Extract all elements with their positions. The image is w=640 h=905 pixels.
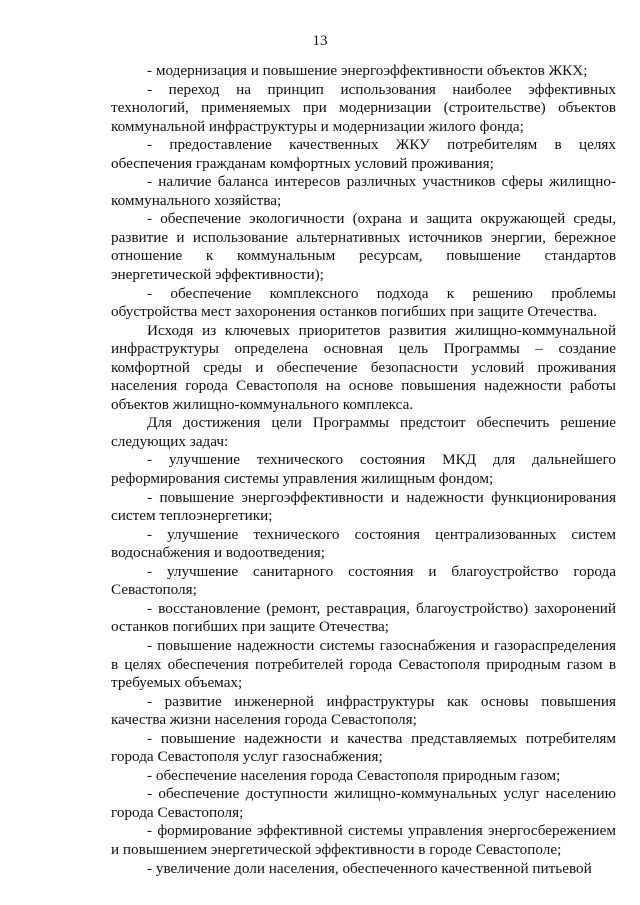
list-item-efficient-technologies: - переход на принцип использования наиболее эффективных технологий, применяемых при модернизации (строительстве) объектов коммунальной инфраструктуры и модернизации жилого фонда; — [111, 80, 616, 135]
page-number: 13 — [312, 33, 328, 49]
task-item-water-systems: - улучшение технического состояния централизованных систем водоснабжения и водоотведения; — [111, 525, 616, 562]
list-item-ecology: - обеспечение экологичности (охрана и защита окружающей среды, развитие и использование альтернативных источников энергии, бережное отношение к коммунальным ресурсам, повышение стандартов энергетической эффективности); — [111, 210, 616, 284]
task-item-engineering-infrastructure: - развитие инженерной инфраструктуры как основы повышения качества жизни населения города Севастополя; — [111, 692, 616, 729]
task-item-heat-energy: - повышение энергоэффективности и надежности функционирования систем теплоэнергетики; — [111, 488, 616, 525]
list-item-modernization: - модернизация и повышение энергоэффективности объектов ЖКХ; — [147, 62, 588, 79]
paragraph-program-goal: Исходя из ключевых приоритетов развития жилищно-коммунальной инфраструктуры определена основная цель Программы – создание комфортной среды и обеспечение безопасности условий проживания населения города Севастополя на основе повышения надежности работы объектов жилищно-коммунального комплекса. — [111, 321, 616, 413]
list-item-burial-sites: - обеспечение комплексного подхода к решению проблемы обустройства мест захоронения останков погибших при защите Отечества. — [111, 284, 616, 321]
task-item-gas-supply: - обеспечение населения города Севастополя природным газом; — [147, 766, 561, 784]
paragraph-tasks-intro: Для достижения цели Программы предстоит обеспечить решение следующих задач: — [111, 414, 616, 450]
list-item-quality-services: - предоставление качественных ЖКУ потребителям в целях обеспечения гражданам комфортных условий проживания; — [111, 136, 616, 172]
task-item-burial-restoration: - восстановление (ремонт, реставрация, благоустройство) захоронений останков погибших при защите Отечества; — [111, 599, 616, 636]
task-item-sanitary: - улучшение санитарного состояния и благоустройство города Севастополя; — [111, 562, 616, 599]
task-item-mkd: - улучшение технического состояния МКД для дальнейшего реформирования системы управления жилищным фондом; — [111, 451, 616, 488]
task-item-gas-services: - повышение надежности и качества представляемых потребителям города Севастополя услуг газоснабжения; — [111, 729, 616, 766]
list-item-interest-balance: - наличие баланса интересов различных участников сферы жилищно-коммунального хозяйства; — [111, 173, 616, 209]
task-item-drinking-water: - увеличение доли населения, обеспеченного качественной питьевой — [147, 859, 592, 877]
task-item-energy-saving: - формирование эффективной системы управления энергосбережением и повышением энергетической эффективности в городе Севастополе; — [111, 822, 616, 858]
task-item-utilities-access: - обеспечение доступности жилищно-коммунальных услуг населению города Севастополя; — [111, 785, 616, 821]
document-body — [111, 62, 616, 878]
task-item-gas-reliability: - повышение надежности системы газоснабжения и газораспределения в целях обеспечения потребителей города Севастополя природным газом в требуемых объемах; — [111, 636, 616, 692]
